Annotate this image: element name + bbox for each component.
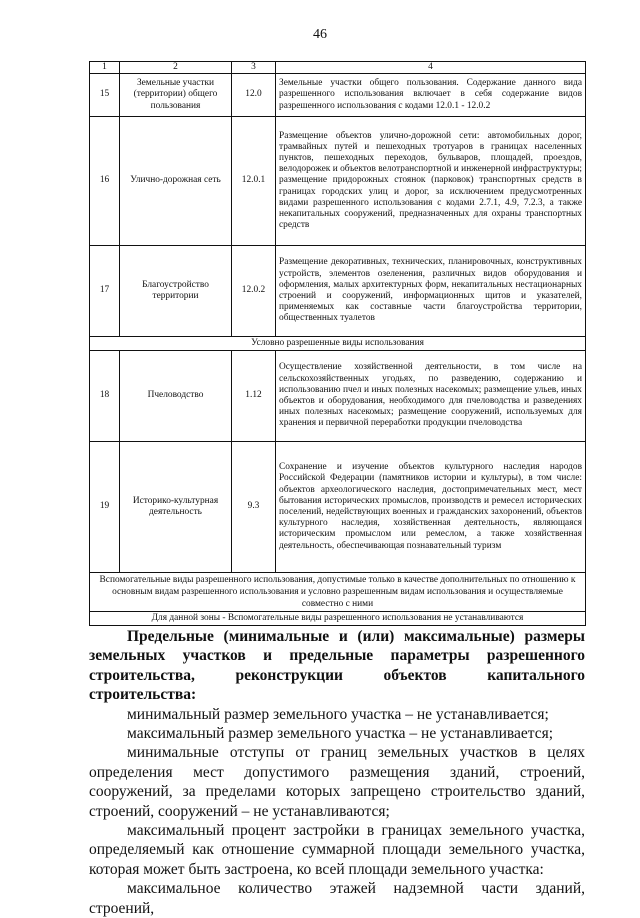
auxiliary-uses-title: Вспомогательные виды разрешенного использования, допустимые только в качестве дополнительных по отношению к основным видам разрешенного использования и условно разрешенным видам использования и осуществляемые совместно с ними (90, 573, 586, 612)
use-type-code: 1.12 (232, 351, 276, 442)
land-use-table (89, 61, 586, 626)
section-row (90, 337, 586, 351)
row-number: 19 (90, 442, 120, 573)
row-number: 16 (90, 117, 120, 246)
paragraph-max-build-percent: максимальный процент застройки в границах земельного участка, определяемый как отношение суммарной площади земельного участка, которая может быть застроена, ко всей площади земельного участка: (89, 822, 585, 878)
row-number: 18 (90, 351, 120, 442)
paragraph-max-plot-size: максимальный размер земельного участка – не устанавливается; (127, 725, 554, 743)
use-type-description: Осуществление хозяйственной деятельности, в том числе на сельскохозяйственных угодьях, по разведению, содержанию и использованию пчел и иных полезных насекомых; размещение ульев, иных объектов и оборудования, необходимого для пчеловодства и разведениях иных полезных насекомых; размещение сооружений, используемых для хранения и первичной переработки продукции пчеловодства (276, 351, 586, 442)
table-row (90, 351, 586, 442)
row-number: 17 (90, 246, 120, 337)
use-type-description: Земельные участки общего пользования. Содержание данного вида разрешенного использования включает в себя содержание видов разрешенного использования с кодами 12.0.1 - 12.0.2 (276, 74, 586, 117)
section-heading: Предельные (минимальные и (или) максимальные) размеры земельных участков и предельные параметры разрешенного строительства, реконструкции объектов капитального строительства: (89, 628, 585, 704)
table-row (90, 442, 586, 573)
use-type-name: Улично-дорожная сеть (120, 117, 232, 246)
paragraph-min-plot-size: минимальный размер земельного участка – не устанавливается; (127, 705, 549, 723)
table-header-row (90, 62, 586, 74)
use-type-description: Размещение объектов улично-дорожной сети: автомобильных дорог, трамвайных путей и пешеходных тротуаров в границах населенных пунктов, пешеходных переходов, бульваров, площадей, проездов, велодорожек и объектов велотранспортной и инженерной инфраструктуры; размещение придорожных стоянок (парковок) транспортных средств в границах городских улиц и дорог, за исключением предусмотренных видами разрешенного использования с кодами 2.7.1, 4.9, 7.2.3, а также некапитальных сооружений, предназначенных для охраны транспортных средств (276, 117, 586, 246)
use-type-code: 12.0 (232, 74, 276, 117)
use-type-description: Сохранение и изучение объектов культурного наследия народов Российской Федерации (памятников истории и культуры), в том числе: объектов археологического наследия, достопримечательных мест, мест бытования исторических промыслов, производств и ремесел исторических поселений, недействующих военных и гражданских захоронений, объектов культурного наследия, хозяйственная деятельность, являющаяся историческим промыслом или ремеслом, а также хозяйственная деятельность, обеспечивающая познавательный туризм (276, 442, 586, 573)
header-col-3: 3 (232, 62, 276, 74)
use-type-name: Земельные участки (территории) общего пользования (120, 74, 232, 117)
use-type-name: Историко-культурная деятельность (120, 442, 232, 573)
parameters-section (89, 627, 585, 918)
section-row (90, 612, 586, 626)
paragraph-max-floors: максимальное количество этажей надземной части зданий, строений, (89, 880, 585, 917)
use-type-name: Благоустройство территории (120, 246, 232, 337)
section-row (90, 573, 586, 612)
row-number: 15 (90, 74, 120, 117)
table-row (90, 117, 586, 246)
header-col-1: 1 (90, 62, 120, 74)
use-type-code: 12.0.1 (232, 117, 276, 246)
header-col-4: 4 (276, 62, 586, 74)
table-row (90, 246, 586, 337)
header-col-2: 2 (120, 62, 232, 74)
use-type-name: Пчеловодство (120, 351, 232, 442)
conditional-uses-title: Условно разрешенные виды использования (90, 337, 586, 351)
paragraph-min-setbacks: минимальные отступы от границ земельных участков в целях определения мест допустимого размещения зданий, строений, сооружений, за пределами которых запрещено строительство зданий, строений, сооружений – не устанавливаются; (89, 744, 585, 820)
table-row (90, 74, 586, 117)
use-type-code: 9.3 (232, 442, 276, 573)
use-type-description: Размещение декоративных, технических, планировочных, конструктивных устройств, элементов озеленения, различных видов оборудования и оформления, малых архитектурных форм, некапитальных нестационарных строений и сооружений, информационных щитов и указателей, применяемых как составные части благоустройства территории, общественных туалетов (276, 246, 586, 337)
page-number: 46 (313, 27, 327, 42)
use-type-code: 12.0.2 (232, 246, 276, 337)
auxiliary-uses-note: Для данной зоны - Вспомогательные виды разрешенного использования не устанавливаются (90, 612, 586, 626)
